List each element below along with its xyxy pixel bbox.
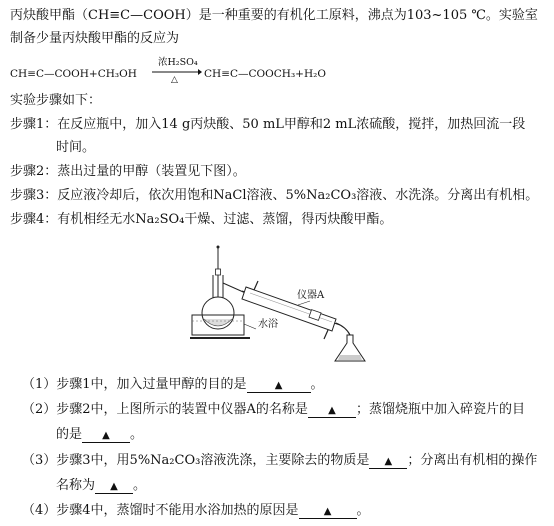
reaction-products: CH≡C—COOCH₃+H₂O [204,68,326,80]
question-1 [22,377,324,393]
reaction-catalyst: 浓H₂SO₄ [158,57,198,68]
question-1-text: （1）步骤1中，加入过量甲醇的目的是 [22,377,247,392]
question-3-answer-blank-a[interactable] [369,455,407,469]
question-3-answer-blank-b[interactable] [95,480,133,494]
step-3: 步骤3：反应液冷却后，依次用饱和NaCl溶液、5%Na₂CO₃溶液、水洗涤。分离出有机相。 [10,188,539,203]
question-1-answer-blank[interactable] [247,379,311,393]
step-4: 步骤4：有机相经无水Na₂SO₄干燥、过滤、蒸馏，得丙炔酸甲酯。 [10,212,393,227]
question-2-text: （2）步骤2中，上图所示的装置中仪器A的名称是 [22,402,308,417]
step-1-line-2: 时间。 [56,140,96,155]
thermometer-stopper [216,269,221,275]
question-2-end: 。 [130,427,144,442]
question-3-text: （3）步骤3中，用5%Na₂CO₃溶液洗涤，主要除去的物质是 [22,453,370,468]
question-1-marker: ▲ [274,380,283,391]
question-3-line-2 [56,478,146,494]
question-4 [22,503,370,519]
question-3 [22,453,537,469]
distillation-apparatus-figure [190,243,370,363]
intro-line-2: 制备少量丙炔酸甲酯的反应为 [10,31,180,46]
question-4-answer-blank[interactable] [299,505,357,519]
question-4-end: 。 [356,503,370,518]
question-1-end: 。 [310,377,324,392]
question-2-marker-a: ▲ [328,405,336,416]
question-2-answer-blank-b[interactable] [82,429,130,443]
question-3-end: 。 [133,478,147,493]
question-2-line-2 [56,427,143,443]
steps-heading: 实验步骤如下： [10,93,102,108]
question-2-text-middle: ；蒸馏烧瓶中加入碎瓷片的目 [355,402,525,417]
question-3-marker-a: ▲ [384,456,393,467]
label-instrument-a: 仪器A [297,290,325,301]
question-4-marker: ▲ [323,506,332,517]
question-2-answer-blank-a[interactable] [308,404,356,418]
question-2-line-2-text: 的是 [56,427,83,442]
question-2 [22,402,525,418]
intro-line-1: 丙炔酸甲酯（CH≡C—COOH）是一种重要的有机化工原料，沸点为103~105 ℃。实验室 [10,8,538,23]
question-3-text-middle: ；分离出有机相的操作 [407,453,538,468]
question-4-text: （4）步骤4中，蒸馏时不能用水浴加热的原因是 [22,503,299,518]
reaction-heat-symbol: △ [171,75,178,85]
question-3-line-2-text: 名称为 [56,478,96,493]
reaction-reactants: CH≡C—COOH+CH₃OH [10,68,137,80]
condenser-instrument-a [242,281,340,339]
step-2: 步骤2：蒸出过量的甲醇（装置见下图）。 [10,164,246,179]
question-2-marker-b: ▲ [102,430,110,441]
step-1-line-1: 步骤1：在反应瓶中，加入14 g丙炔酸、50 mL甲醇和2 mL浓硫酸，搅拌，加热回流一段 [10,117,526,132]
question-3-marker-b: ▲ [110,481,118,492]
label-water-bath: 水浴 [258,319,278,330]
